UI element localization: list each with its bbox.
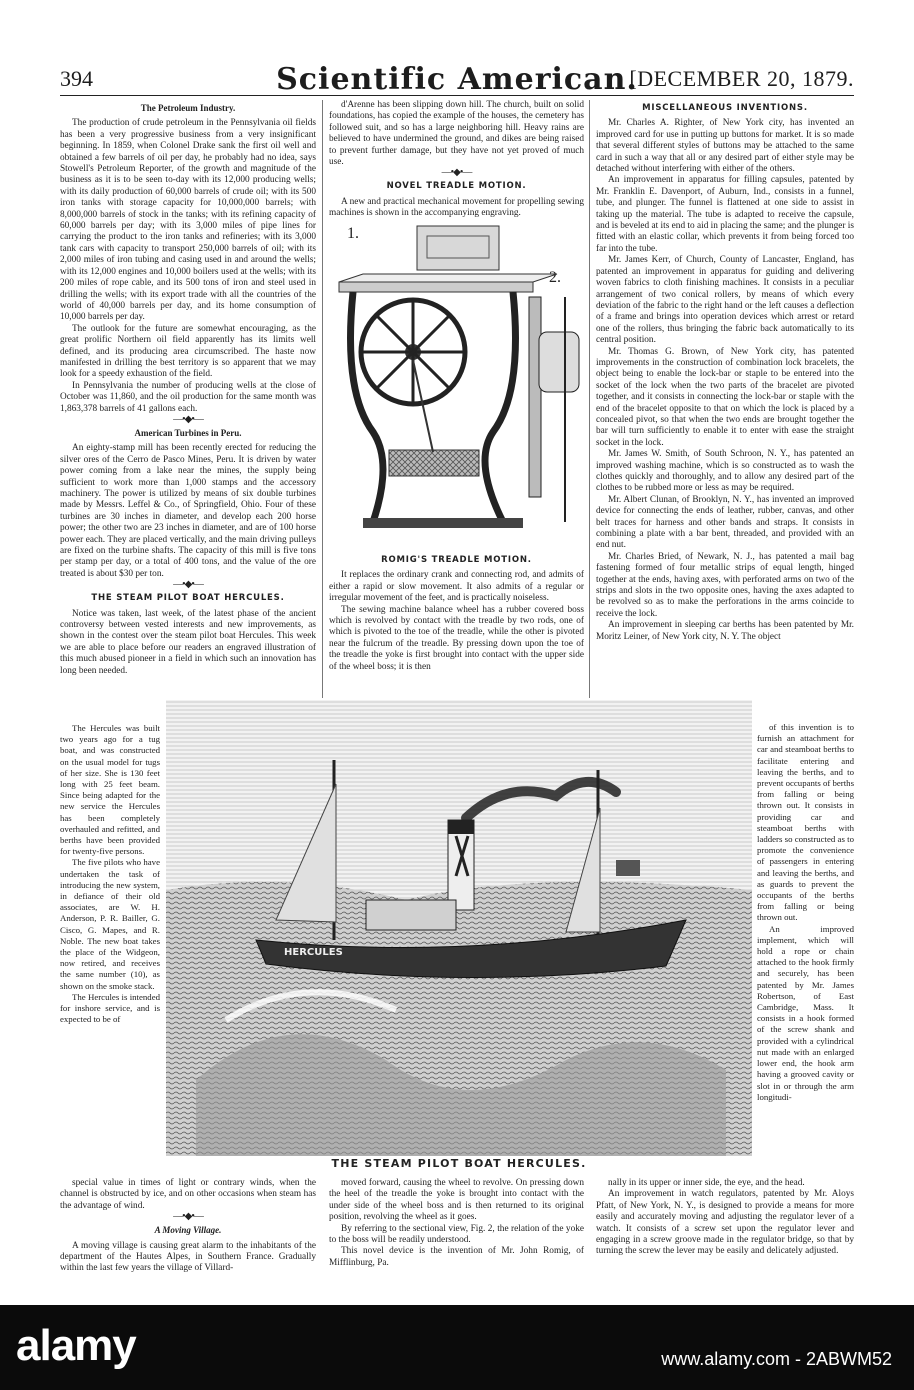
paragraph: An eighty-stamp mill has been recently erected for reducing the silver ores of the Cerro de Pasco Mines, Peru. It is driven by water power coming from a lake near the mines, the supply being sufficient to work more than 1,000 stamps and the accessory machinery. The power is utilized by means of six double turbines made by Messrs. Leffel & Co., of Springfield, Ohio. Four of these turbines are 30 inches in diameter, and develop each 200 horse power; the other two are 23 inches in diameter, and are of 100 horse power each. They are placed vertically, and the main driving pulleys are fixed on the turbine shafts. The capacity of this mill is five tons per stamp per day, or a total of 400 tons, and the value of the ore treated is about $30 per ton. [60, 443, 316, 579]
alamy-logo: alamy [16, 1321, 136, 1370]
paragraph: This novel device is the invention of Mr. John Romig, of Mifflinburg, Pa. [329, 1246, 584, 1268]
paragraph: The Hercules was built two years ago for a tug boat, and was constructed on the usual model for tugs of her size. She is 130 feet long with 25 feet beam. Since being adapted for the new service the Hercules has been completely overhauled and refitted, and berths have been provided for twenty-five persons. [60, 723, 160, 857]
section-ornament: —•◆•— [173, 413, 203, 425]
left-column-top [60, 100, 316, 723]
paragraph: The Hercules is intended for inshore service, and is expected to be of [60, 991, 160, 1025]
middle-column-bottom [329, 1178, 584, 1269]
header-rule [60, 95, 854, 96]
article-title: American Turbines in Peru. [134, 427, 242, 438]
paragraph: The production of crude petroleum in the Pennsylvania oil fields has been a very progressive business from a very insignificant beginning. In 1859, when Colonel Drake sank the first oil well and obtained a few barrels of oil per day, he probably had no idea, says Stowell's Petroleum Reporter, of the growth and magnitude of the business as it is to be seen to-day with its 12,000 producing wells; with its daily production of 60,000 barrels of crude oil; with its 500 iron tanks with storage capacity for 10,000,000 barrels; with 8,000,000 barrels of stock in the tanks; with its refining capacity of 60,000 barrels per day; with its 3,000 miles of pipe lines for carrying the product to the iron tanks and refineries; with its 3,000 tank cars with capacity to transport 250,000 barrels of oil; with its 2,000 miles of iron tubing and casing used in and around the wells; with its 12,000 engines and 10,000 boilers used at the wells; with its 200 miles of rope cable, and its 500 tons of iron and steel used in drilling the wells; with its export trade with all the countries of the world of 40,000 barrels per day, and its home consumption of 10,000 barrels per day. [60, 118, 316, 323]
paragraph: It replaces the ordinary crank and connecting rod, and admits of either a rapid or slow movement. It also admits of a regular or irregular movement of the feet, and is practically noiseless. [329, 570, 584, 604]
paragraph: An improvement in watch regulators, patented by Mr. Aloys Pfatt, of New York, N. Y., is designed to provide a means for more easily and accurately moving and adjusting the regulator lever of a watch. It consists of a screw set upon the regulator lever and engaging in a screw groove made in the regulator bridge, so that by turning the screw the lever may be easily and delicately adjusted. [596, 1189, 854, 1257]
article-title: MISCELLANEOUS INVENTIONS. [642, 103, 808, 113]
paragraph: Mr. Thomas G. Brown, of New York city, has patented improvements in the construction of combination lock bracelets, the object being to enable the lock-bar or staple to be entered into the socket of the lock when the two parts of the bracelet are pivoted together, and it consists in connecting the lock-bar or staple with the end of the bracelet opposite to that on which the lock is placed by a concealed pivot, so that when the two ends are brought together the bar will turn sufficiently to enable it to enter with ease the straight socket in the lock. [596, 346, 854, 448]
paragraph: nally in its upper or inner side, the eye, and the head. [608, 1178, 805, 1188]
treadle-motion-engraving [333, 222, 583, 542]
paragraph: Notice was taken, last week, of the latest phase of the ancient controversy between vested interests and new improvements, as shown in the contest over the steam pilot boat Hercules. This week we are able to place before our readers an engraved illustration of this much abused pioneer in a field in which such an innovation has long been needed. [60, 608, 316, 676]
article-title: THE STEAM PILOT BOAT HERCULES. [91, 593, 285, 604]
left-column-bottom [60, 1178, 316, 1275]
table-top [339, 274, 557, 282]
right-column-bottom [596, 1178, 854, 1258]
article-title: The Petroleum Industry. [140, 103, 236, 113]
paragraph: special value in times of light or contrary winds, when the channel is obstructed by ice, and on other occasions when steam has the advantage of wind. [60, 1178, 316, 1211]
machine-head [417, 226, 499, 270]
paragraph: Mr. Albert Clunan, of Brooklyn, N. Y., has invented an improved device for connecting the ends of leather, rubber, canvas, and other belt traces for harness and other bands and straps. It consists in combining a plate with a bar bent, threaded, and provided with an end nut. [596, 494, 854, 551]
right-leg [485, 292, 516, 522]
paragraph: d'Arenne has been slipping down hill. The church, built on solid foundations, has copied the example of the houses, the cemetery has followed suit, and so has a large neighboring hill. Heavy rains are believed to have undermined the ground, and dikes are being raised to prevent further damage, but they have not yet proved of much use. [329, 100, 584, 168]
paragraph: Mr. Charles Bried, of Newark, N. J., has patented a mail bag fastening formed of four metallic strips of equal length, hinged together at the ends, having axes, with perforated arms on two of the strips and slots in the two opposite ones, having the axes adapted to be revolved so as to make the perforations in the arms coincide to receive the lock. [596, 551, 854, 619]
ship-caption: THE STEAM PILOT BOAT HERCULES. [331, 1157, 587, 1170]
issue-date: [DECEMBER 20, 1879. [629, 66, 854, 91]
figure-1-label: 1. [347, 225, 359, 242]
paragraph: Mr. James Kerr, of Church, County of Lancaster, England, has patented an improvement in apparatus for guiding and delivering woven fabrics to cloth finishing machines. It consists in a peculiar arrangement of two conical rollers, by means of which every deviation of the fabric to the right hand or the left causes a deflection of a frame and brings into operation devices which arrest or retard one of the rollers, thus bringing the fabric back automatically to its central position. [596, 255, 854, 346]
paragraph: By referring to the sectional view, Fig. 2, the relation of the yoke to the boss will be readily understood. [329, 1223, 584, 1246]
paragraph: An improved implement, which will hold a rope or chain attached to the hook firmly and securely, has been patented by Mr. James Robertson, of East Cambridge, Mass. It consists in a hook formed of the screw shank and provided with a cylindrical nut made with an enlarged lower end, the hook arm having a grooved cavity or slot in or through the arm longitudi- [757, 923, 854, 1102]
masthead: Scientific American. [276, 62, 638, 97]
steam-pilot-boat-engraving [166, 700, 752, 1156]
right-column-narrow [757, 722, 854, 1103]
figure-2-label: 2. [549, 269, 561, 286]
stack-band [448, 820, 474, 834]
left-column-narrow [60, 723, 160, 1025]
right-column-top [596, 100, 854, 643]
article-title: A Moving Village. [154, 1225, 222, 1236]
paragraph: moved forward, causing the wheel to revolve. On pressing down the heel of the treadle the yoke is brought into contact with the under side of the wheel boss and is then returned to its original position, revolving the wheel as it goes. [329, 1178, 584, 1223]
base-rail [363, 518, 523, 528]
column-divider [322, 100, 323, 698]
middle-column-mid [329, 552, 584, 673]
treadle-plate [389, 450, 479, 476]
page-header [60, 62, 854, 98]
section-ornament: —•◆•— [173, 1211, 203, 1223]
page-number: 394 [60, 66, 93, 91]
article-title: NOVEL TREADLE MOTION. [386, 181, 527, 192]
paragraph: In Pennsylvania the number of producing wells at the close of October was 11,860, and the oil production for the same month was 1,863,378 barrels of 41 gallons each. [60, 380, 316, 414]
paragraph: The five pilots who have undertaken the task of introducing the new system, in defiance of their old associates, are W. H. Anderson, P. R. Bailler, G. Cisco, G. Mapes, and R. Noble. The new boat takes the place of the Widgeon, now retired, and receives the same number (10), as shown on the smoke stack. [60, 857, 160, 991]
paragraph: The sewing machine balance wheel has a rubber covered boss which is revolved by contact with the treadle by two rods, one of which is pivoted to the toe of the treadle, while the other is pivoted near the fulcrum of the treadle. By pressing down upon the toe of the treadle the yoke is first brought into contact with the upper side of the wheel boss; it is then [329, 604, 584, 672]
figure-caption: ROMIG'S TREADLE MOTION. [381, 555, 532, 565]
middle-column-top [329, 100, 584, 220]
column-divider [589, 100, 590, 698]
paragraph: A moving village is causing great alarm to the inhabitants of the department of the Hautes Alpes, in Southern France. Gradually within the last few years the village of Villard- [60, 1240, 316, 1274]
paragraph: A new and practical mechanical movement for propelling sewing machines is shown in the accompanying engraving. [329, 196, 584, 219]
paragraph: An improvement in apparatus for filling capsules, patented by Mr. Franklin E. Davenport, of Auburn, Ind., consists in a funnel, tube, and plunger. The funnel is flattened at one side to assist in taking up the material. The tube is adapted to receive the capsule, and is beveled at its end to aid in placing the same; and the plunger is fitted with an elastic collar, which prevents it from being forced too far into the tube. [596, 175, 854, 254]
stock-watermark-bar [0, 1305, 914, 1390]
deck-house [366, 900, 456, 930]
table-edge [339, 282, 533, 292]
section-view-shaft [529, 297, 541, 497]
paragraph: of this invention is to furnish an attachment for car and steamboat berths to facilitate entering and leaving the berths, and to prevent occupants of berths from falling or being thrown out. It consists in providing car and steamboat berths with ladders so constructed as to promote the convenience of passengers in entering and leaving the berths, and as guards to prevent the occupants of the berths from falling or being thrown out. [757, 722, 854, 923]
paragraph: Mr. Charles A. Righter, of New York city, has invented an improved card for use in putting up buttons for market. It is so made that several different styles of buttons may be attached to the same card in such a way that all or any desired part of either style may be detached without interfering with either of the others. [596, 118, 854, 175]
paragraph: The outlook for the future are somewhat encouraging, as the great prolific Northern oil field apparently has its limits well defined, and its producing area circumscribed. The haste now manifested in drilling the best territory is so apparent that we may look for a speedy exhaustion of the field. [60, 323, 316, 380]
hull-name: HERCULES [284, 947, 343, 958]
section-ornament: —•◆•— [173, 579, 203, 591]
section-ornament: —•◆•— [441, 167, 472, 179]
image-id-url: www.alamy.com - 2ABWM52 [661, 1349, 892, 1369]
paragraph: Mr. James W. Smith, of South Schroon, N. Y., has patented an improved washing machine, which is so constructed as to wash the clothes quickly and thoroughly, and to allow any desired part of the clothes to be rubbed more or less as may be required. [596, 449, 854, 494]
paragraph: An improvement in sleeping car berths has been patented by Mr. Moritz Leiner, of New York city, N. Y. The object [596, 620, 854, 642]
flag [616, 860, 640, 876]
section-view-boss [539, 332, 579, 392]
